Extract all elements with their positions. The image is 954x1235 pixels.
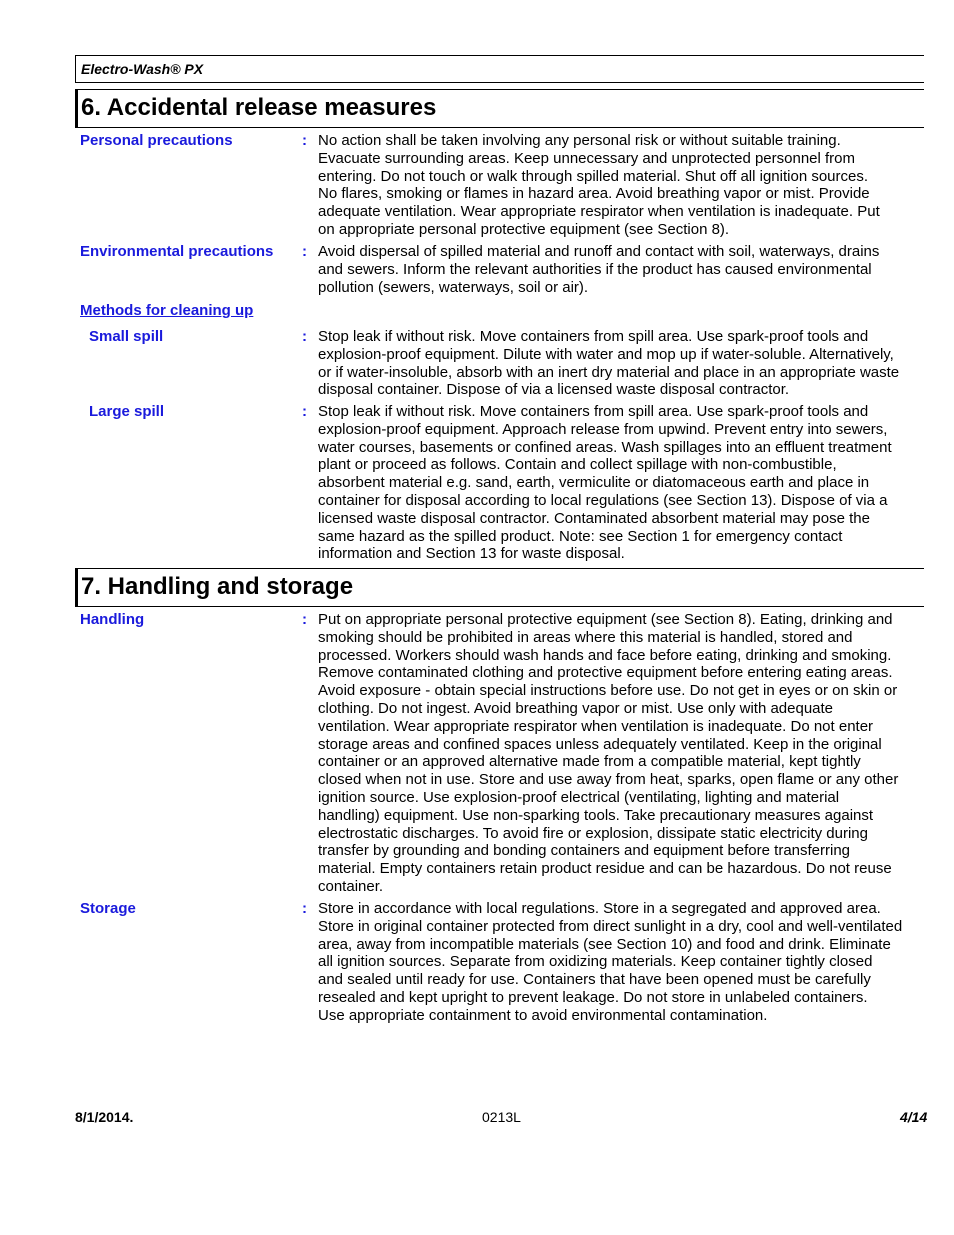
personal-precautions-label: Personal precautions [80,132,233,149]
section-6-title: 6. Accidental release measures [75,89,924,128]
footer-date: 8/1/2014. [75,1109,134,1125]
handling-text: Put on appropriate personal protective equipment (see Section 8). Eating, drinking and smoking should be prohibited in areas where this material is handled, stored and processed. Workers should wash hands and face before eating, drinking and smoking. Remove contaminated clothing and protective equipment before entering eating areas. Avoid exposure - obtain special instructions before use. Do not get in eyes or on skin or clothing. Do not ingest. Avoid breathing vapor or mist. Use only with adequate ventilation. Wear appropriate respirator when ventilation is inadequate. Do not enter storage areas and confined spaces unless adequately ventilated. Keep in the original container or an approved alternative made from a compatible material, kept tightly closed when not in use. Store and use away from heat, sparks, open flame or any other ignition source. Use explosion-proof electrical (ventilating, lighting and material handling) equipment. Use non-sparking tools. Take precautionary measures against electrostatic discharges. To avoid fire or explosion, dissipate static electricity during transfer by grounding and bonding containers and equipment before transferring material. Empty containers retain product residue and can be hazardous. Do not reuse container. [318,611,899,895]
methods-for-cleaning-up-link[interactable]: Methods for cleaning up [80,302,254,319]
footer-document-code: 0213L [482,1109,521,1125]
colon-separator: : [302,900,307,917]
colon-separator: : [302,243,307,260]
small-spill-label: Small spill [89,328,164,345]
footer-page-number: 4/14 [900,1109,928,1125]
handling-label: Handling [80,611,145,628]
large-spill-label: Large spill [89,403,165,420]
large-spill-text: Stop leak if without risk. Move containers from spill area. Use spark-proof tools and explosion-proof equipment. Approach release from upwind. Prevent entry into sewers, water courses, basements or confined areas. Wash spillages into an effluent treatment plant or proceed as follows. Contain and collect spillage with non-combustible, absorbent material e.g. sand, earth, vermiculite or diatomaceous earth and place in container for disposal according to local regulations (see Section 13). Dispose of via a licensed waste disposal contractor. Contaminated absorbent material may pose the same hazard as the spilled product. Note: see Section 1 for emergency contact information and Section 13 for waste disposal. [318,403,892,563]
section-7-title: 7. Handling and storage [75,568,924,607]
environmental-precautions-text: Avoid dispersal of spilled material and runoff and contact with soil, waterways, drains and sewers. Inform the relevant authorities if the product has caused environmental pollution (sewers, waterways, soil or air). [318,243,880,296]
colon-separator: : [302,403,307,420]
personal-precautions-text: No action shall be taken involving any personal risk or without suitable training. Evacuate surrounding areas. Keep unnecessary and unprotected personnel from entering. Do not touch or walk through spilled material. Shut off all ignition sources. No flares, smoking or flames in hazard area. Avoid breathing vapor or mist. Provide adequate ventilation. Wear appropriate respirator when ventilation is inadequate. Put on appropriate personal protective equipment (see Section 8). [318,132,880,238]
storage-label: Storage [80,900,136,917]
storage-text: Store in accordance with local regulations. Store in a segregated and approved area. Store in original container protected from direct sunlight in a dry, cool and well-ventilated area, away from incompatible materials (see Section 10) and food and drink. Eliminate all ignition sources. Separate from oxidizing materials. Keep container tightly closed and sealed until ready for use. Containers that have been opened must be carefully resealed and kept upright to prevent leakage. Do not store in unlabeled containers. Use appropriate containment to avoid environmental contamination. [318,900,903,1024]
environmental-precautions-label: Environmental precautions [80,243,274,260]
small-spill-text: Stop leak if without risk. Move containers from spill area. Use spark-proof tools and explosion-proof equipment. Dilute with water and mop up if water-soluble. Alternatively, or if water-insoluble, absorb with an inert dry material and place in an appropriate waste disposal container. Dispose of via a licensed waste disposal contractor. [318,328,900,399]
product-name: Electro-Wash® PX [75,55,924,83]
colon-separator: : [302,132,307,149]
colon-separator: : [302,611,307,628]
colon-separator: : [302,328,307,345]
